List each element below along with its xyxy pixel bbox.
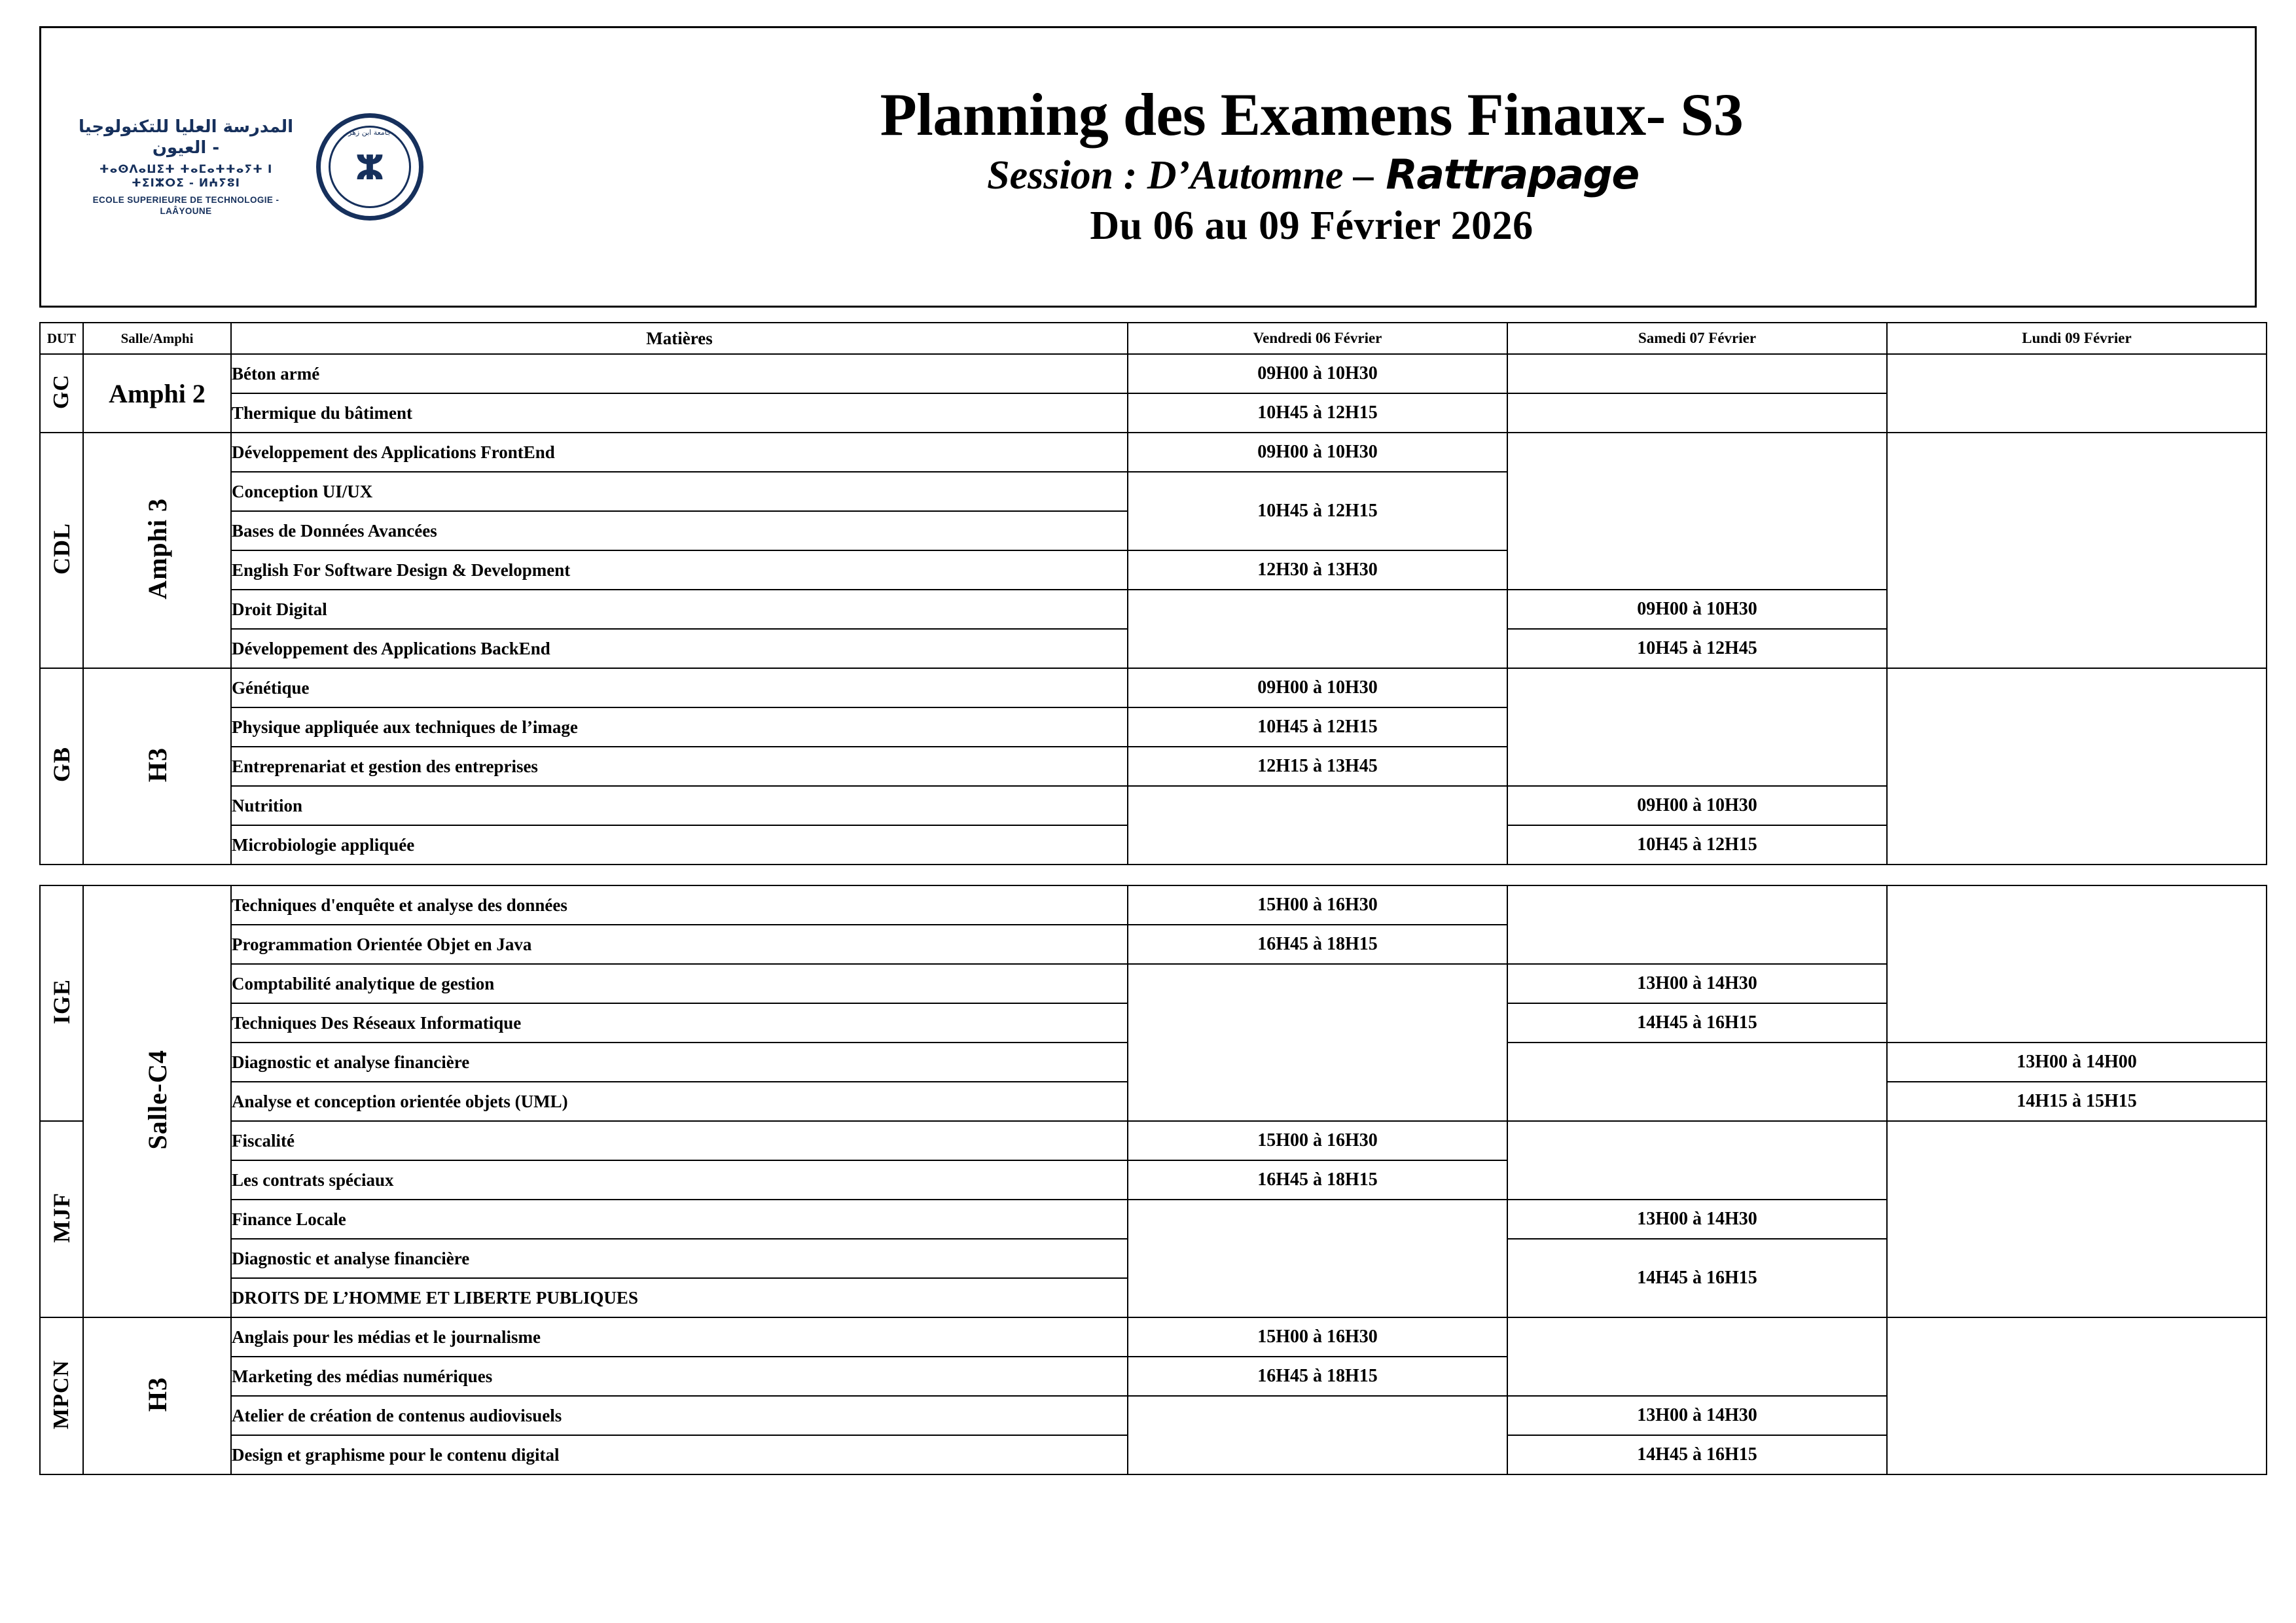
matiere-cell: Programmation Orientée Objet en Java (231, 925, 1128, 964)
time-cell-day1: 16H45 à 18H15 (1128, 1357, 1507, 1396)
matiere-cell: Nutrition (231, 786, 1128, 825)
group-dut-gb: GB (40, 668, 83, 865)
time-cell-day1: 12H30 à 13H30 (1128, 550, 1507, 590)
col-header-dut: DUT (40, 323, 83, 354)
table-row (40, 885, 2267, 925)
group-dut-gc: GC (40, 354, 83, 433)
matiere-cell: Développement des Applications FrontEnd (231, 433, 1128, 472)
table-row (40, 1121, 2267, 1160)
time-cell-day3 (1887, 1317, 2267, 1474)
col-header-matieres: Matières (231, 323, 1128, 354)
est-logo-french: ECOLE SUPERIEURE DE TECHNOLOGIE - LAÂYOUNE (92, 195, 279, 217)
schedule-table-afternoon (39, 885, 2267, 1475)
matiere-cell: Atelier de création de contenus audiovisuels (231, 1396, 1128, 1435)
group-dut-cdl: CDL (40, 433, 83, 668)
time-cell-day3 (1887, 668, 2267, 865)
session-type: Rattrapage (1386, 151, 1639, 199)
time-cell-day2 (1507, 885, 1887, 964)
time-cell-day2: 14H45 à 16H15 (1507, 1435, 1887, 1474)
matiere-cell: Design et graphisme pour le contenu digital (231, 1435, 1128, 1474)
table-row (40, 1317, 2267, 1357)
matiere-cell: Techniques Des Réseaux Informatique (231, 1003, 1128, 1043)
time-cell-day1: 15H00 à 16H30 (1128, 885, 1507, 925)
time-cell-day2: 13H00 à 14H30 (1507, 1200, 1887, 1239)
time-cell-day1: 09H00 à 10H30 (1128, 354, 1507, 393)
group-dut-mpcn: MPCN (40, 1317, 83, 1474)
session-line (987, 151, 1639, 199)
seal-arabic-text: جامعة ابن زهر (348, 128, 391, 137)
matiere-cell: Les contrats spéciaux (231, 1160, 1128, 1200)
time-cell-day1 (1128, 1396, 1507, 1474)
logos-group (41, 28, 460, 306)
matiere-cell: Comptabilité analytique de gestion (231, 964, 1128, 1003)
time-cell-day1 (1128, 590, 1507, 668)
time-cell-day1: 12H15 à 13H45 (1128, 747, 1507, 786)
time-cell-day2 (1507, 1043, 1887, 1121)
group-salle-mpcn: H3 (83, 1317, 231, 1474)
est-logo-tifinagh: ⵜⴰⵙⴷⴰⵡⵉⵜ ⵜⴰⵎⴰⵜⵜⴰⵢⵜ ⵏ ⵜⵉⵏⵣⵔⵉ - ⵍⵄⵢⵓⵏ (99, 162, 273, 190)
time-cell-day1 (1128, 964, 1507, 1121)
time-cell-day3 (1887, 354, 2267, 433)
est-logo-arabic: المدرسة العليا للتكنولوجيا - العيون (78, 116, 294, 158)
header-banner (39, 26, 2257, 308)
time-cell-day1: 10H45 à 12H15 (1128, 393, 1507, 433)
matiere-cell: Physique appliquée aux techniques de l’image (231, 707, 1128, 747)
col-header-salle: Salle/Amphi (83, 323, 231, 354)
time-cell-day1 (1128, 1200, 1507, 1317)
time-cell-day2: 14H45 à 16H15 (1507, 1003, 1887, 1043)
table-row (40, 668, 2267, 707)
time-cell-day3 (1887, 1121, 2267, 1317)
time-cell-day2: 09H00 à 10H30 (1507, 786, 1887, 825)
col-header-day3: Lundi 09 Février (1887, 323, 2267, 354)
group-salle-cdl: Amphi 3 (83, 433, 231, 668)
page-title: Planning des Examens Finaux- S3 (880, 80, 1744, 148)
matiere-cell: Finance Locale (231, 1200, 1128, 1239)
time-cell-day1: 10H45 à 12H15 (1128, 707, 1507, 747)
matiere-cell: Diagnostic et analyse financière (231, 1239, 1128, 1278)
matiere-cell: Développement des Applications BackEnd (231, 629, 1128, 668)
university-seal-icon (316, 113, 423, 221)
time-cell-day1: 15H00 à 16H30 (1128, 1317, 1507, 1357)
group-salle-gc: Amphi 2 (83, 354, 231, 433)
time-cell-day1: 16H45 à 18H15 (1128, 1160, 1507, 1200)
matiere-cell: DROITS DE L’HOMME ET LIBERTE PUBLIQUES (231, 1278, 1128, 1317)
matiere-cell: Bases de Données Avancées (231, 511, 1128, 550)
table-row (40, 433, 2267, 472)
time-cell-day1: 16H45 à 18H15 (1128, 925, 1507, 964)
time-cell-day2 (1507, 354, 1887, 393)
matiere-cell: English For Software Design & Development (231, 550, 1128, 590)
matiere-cell: Analyse et conception orientée objets (UML) (231, 1082, 1128, 1121)
matiere-cell: Conception UI/UX (231, 472, 1128, 511)
time-cell-day2: 10H45 à 12H15 (1507, 825, 1887, 865)
col-header-day1: Vendredi 06 Février (1128, 323, 1507, 354)
time-cell-day1: 10H45 à 12H15 (1128, 472, 1507, 550)
matiere-cell: Fiscalité (231, 1121, 1128, 1160)
group-salle-gb: H3 (83, 668, 231, 865)
matiere-cell: Génétique (231, 668, 1128, 707)
time-cell-day2 (1507, 668, 1887, 786)
time-cell-day2 (1507, 393, 1887, 433)
matiere-cell: Techniques d'enquête et analyse des données (231, 885, 1128, 925)
matiere-cell: Thermique du bâtiment (231, 393, 1128, 433)
time-cell-day2: 13H00 à 14H30 (1507, 964, 1887, 1003)
time-cell-day3 (1887, 885, 2267, 1043)
table-row (40, 354, 2267, 393)
title-group (460, 28, 2255, 306)
time-cell-day1: 09H00 à 10H30 (1128, 433, 1507, 472)
matiere-cell: Entreprenariat et gestion des entreprises (231, 747, 1128, 786)
time-cell-day2 (1507, 1317, 1887, 1396)
time-cell-day2 (1507, 1121, 1887, 1200)
group-salle-c4: Salle-C4 (83, 885, 231, 1317)
time-cell-day3: 14H15 à 15H15 (1887, 1082, 2267, 1121)
time-cell-day3 (1887, 433, 2267, 668)
matiere-cell: Béton armé (231, 354, 1128, 393)
group-dut-mjf: MJF (40, 1121, 83, 1317)
time-cell-day1: 09H00 à 10H30 (1128, 668, 1507, 707)
group-dut-ige: IGE (40, 885, 83, 1121)
time-cell-day3: 13H00 à 14H00 (1887, 1043, 2267, 1082)
time-cell-day2: 13H00 à 14H30 (1507, 1396, 1887, 1435)
schedule-table-morning (39, 322, 2267, 865)
table-header-row (40, 323, 2267, 354)
date-range: Du 06 au 09 Février 2026 (1090, 204, 1534, 249)
seal-glyph: ⵣ (355, 149, 385, 188)
matiere-cell: Microbiologie appliquée (231, 825, 1128, 865)
time-cell-day1: 15H00 à 16H30 (1128, 1121, 1507, 1160)
time-cell-day2: 09H00 à 10H30 (1507, 590, 1887, 629)
col-header-day2: Samedi 07 Février (1507, 323, 1887, 354)
time-cell-day2 (1507, 433, 1887, 590)
est-logo (78, 116, 294, 217)
matiere-cell: Anglais pour les médias et le journalisme (231, 1317, 1128, 1357)
session-label: Session : D’Automne – (987, 153, 1374, 198)
time-cell-day1 (1128, 786, 1507, 865)
matiere-cell: Diagnostic et analyse financière (231, 1043, 1128, 1082)
matiere-cell: Droit Digital (231, 590, 1128, 629)
time-cell-day2: 10H45 à 12H45 (1507, 629, 1887, 668)
time-cell-day2: 14H45 à 16H15 (1507, 1239, 1887, 1317)
matiere-cell: Marketing des médias numériques (231, 1357, 1128, 1396)
